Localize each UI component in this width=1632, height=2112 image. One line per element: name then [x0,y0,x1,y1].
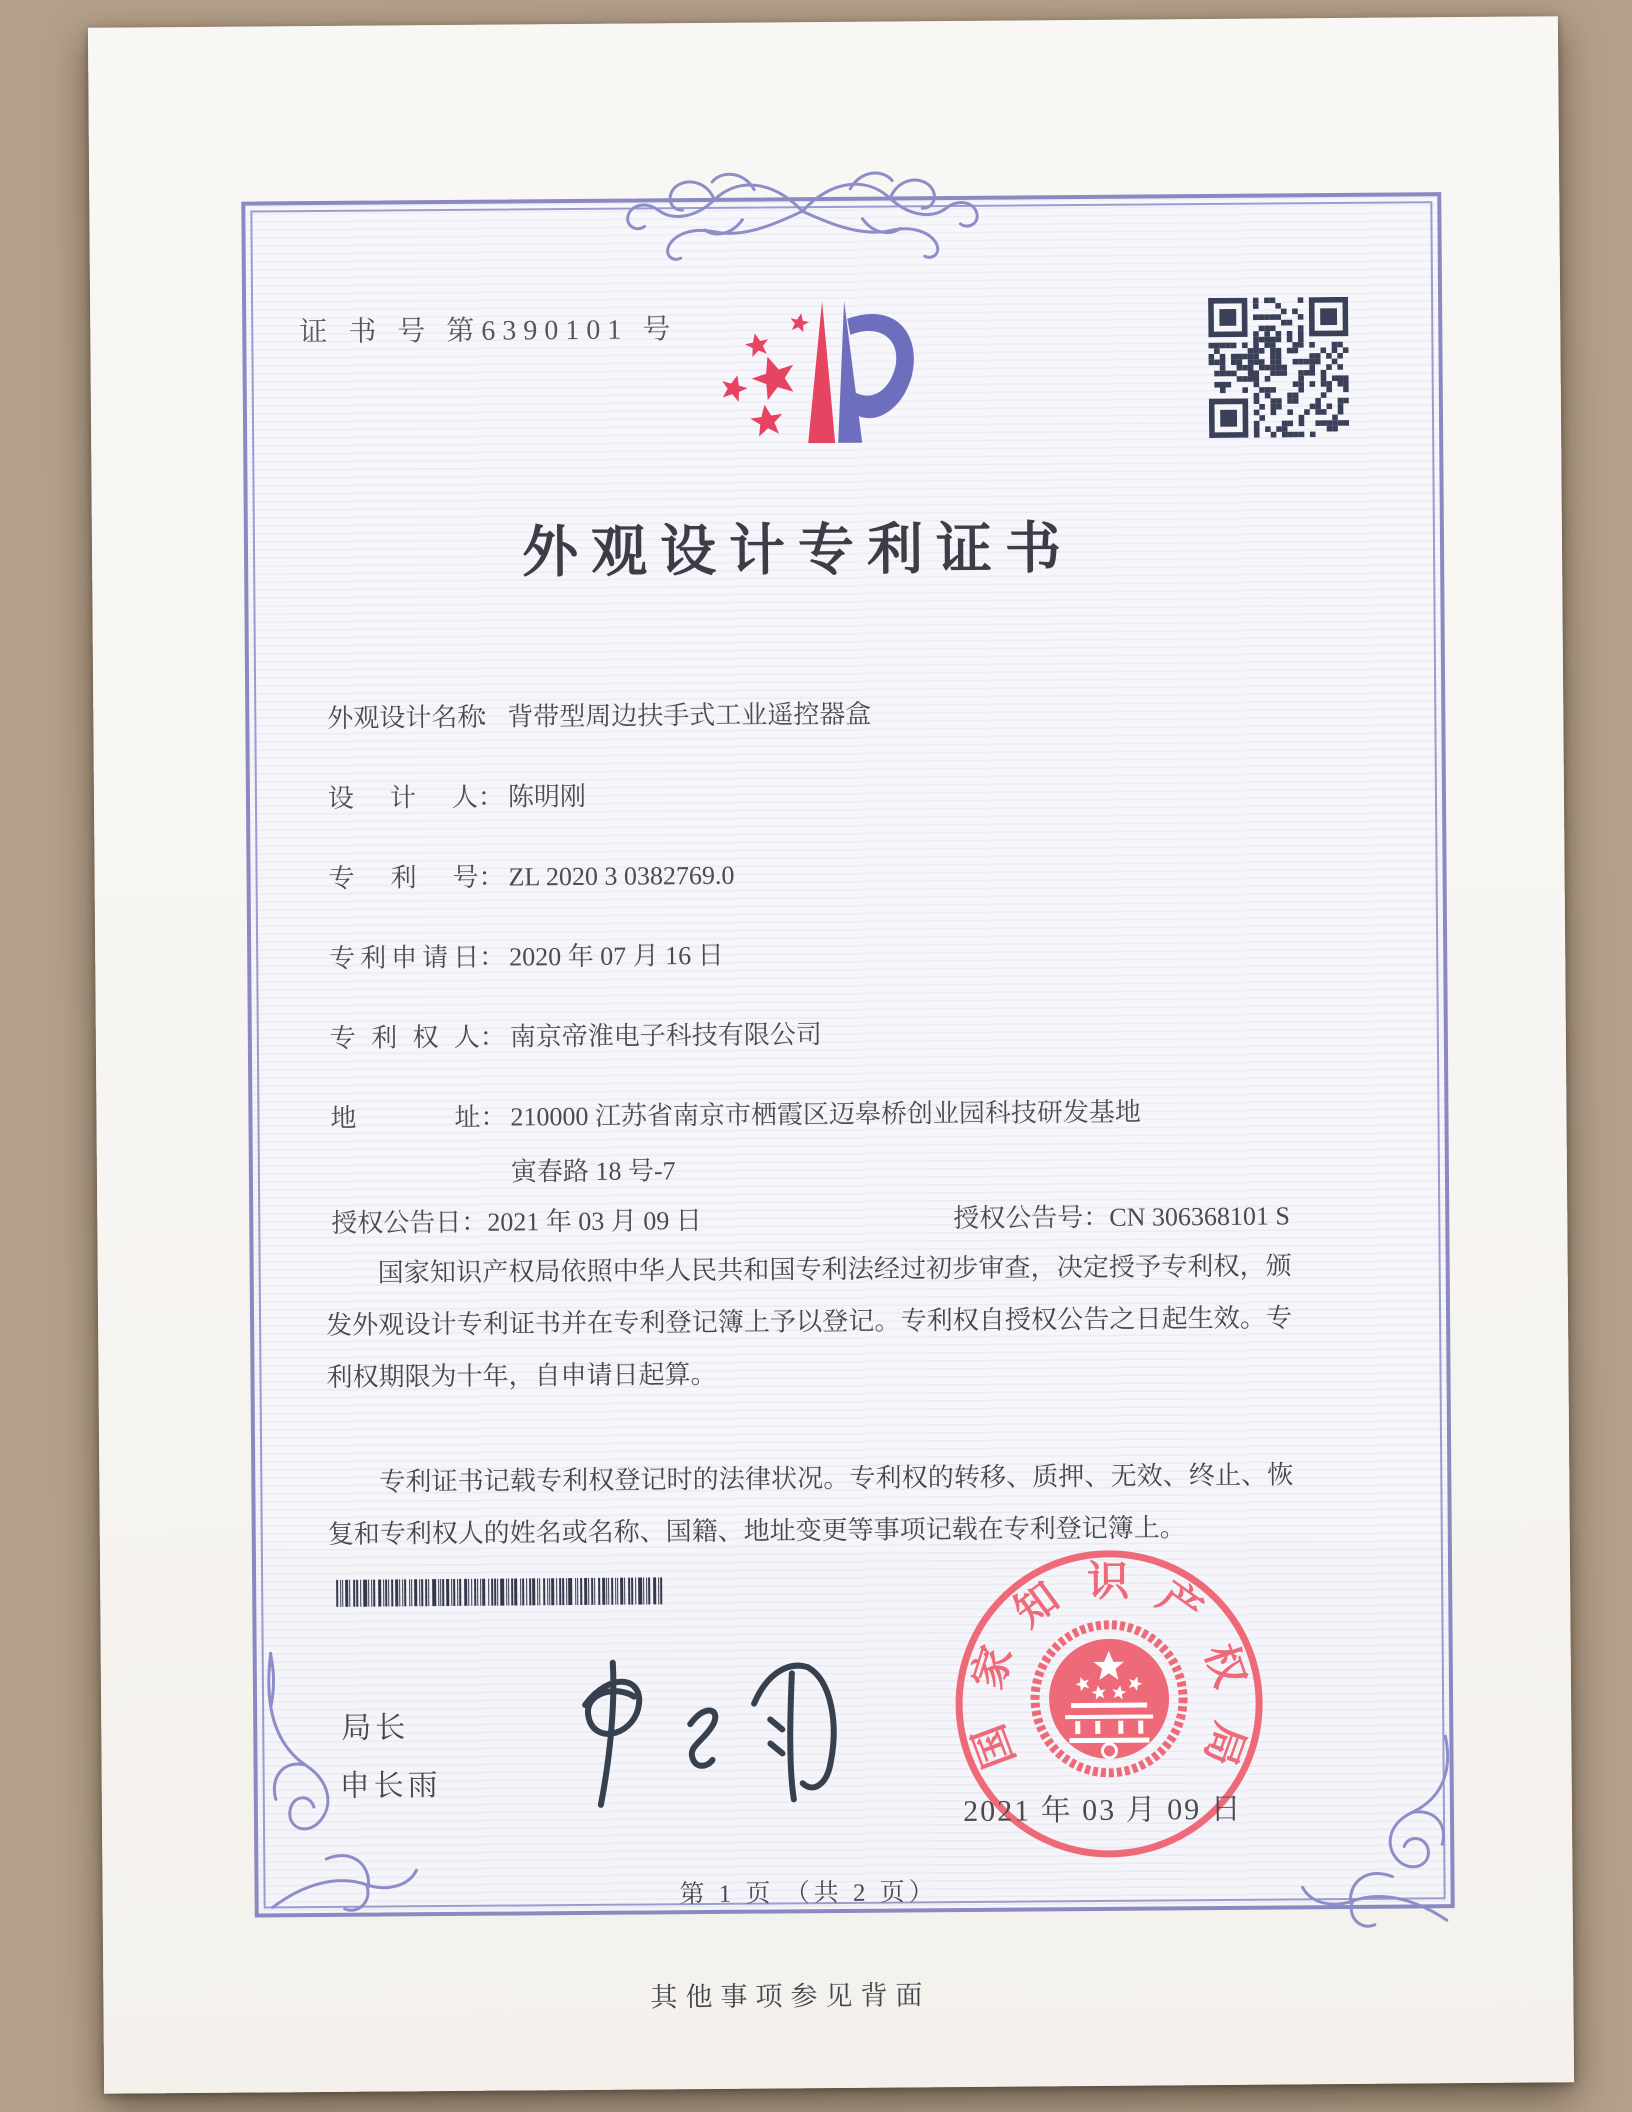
field-label: 专利号 [328,862,479,893]
seal-date: 2021 年 03 月 09 日 [963,1792,1243,1828]
director-name: 申长雨 [339,1769,442,1803]
certificate-page [88,16,1574,2093]
bottom-right-flourish [1295,1728,1457,1929]
svg-text:家: 家 [965,1640,1022,1695]
field-design-name [327,694,871,735]
field-colon: ： [1083,1202,1110,1233]
barcode [336,1577,666,1607]
back-note: 其他事项参见背面 [650,1980,931,2013]
certificate-number: 证 书 号 第6390101 号 [299,314,678,349]
grant-date-label: 授权公告日 [331,1207,462,1238]
field-value: 210000 江苏省南京市栖霞区迈皋桥创业园科技研发基地 [510,1097,1142,1132]
svg-text:产: 产 [1148,1573,1210,1636]
field-colon: ： [478,862,505,892]
field-label: 外观设计名称 [327,702,484,733]
svg-text:权: 权 [1195,1638,1253,1694]
field-grant-row [331,1200,1291,1240]
certificate-title: 外观设计专利证书 [521,518,1075,585]
director-signature [540,1641,861,1824]
svg-text:识: 识 [1086,1559,1130,1606]
field-designer [328,776,586,815]
field-address [330,1092,1141,1135]
cnipa-logo [711,292,917,454]
field-label: 专利申请日 [329,942,480,973]
field-patent-number [328,855,734,895]
page-number: 第 1 页 （共 2 页） [679,1879,938,1909]
field-label: 设计人 [327,782,479,813]
field-address-line2: 寅春路 18 号-7 [510,1156,676,1187]
field-value: 背带型周边扶手式工业遥控器盒 [507,699,872,732]
official-seal [948,1543,1271,1866]
field-value: 陈明刚 [507,781,587,812]
grant-no-value: CN 306368101 S [1109,1201,1291,1232]
director-title: 局长 [341,1711,410,1745]
field-colon: ： [480,1102,507,1132]
qr-code [1208,297,1349,438]
field-colon: ： [477,702,504,732]
field-colon: ： [461,1207,488,1237]
body-paragraph-2: 专利证书记载专利权登记时的法律状况。专利权的转移、质押、无效、终止、恢复和专利权人的姓名或名称、国籍、地址变更等事项记载在专利登记簿上。 [327,1460,1294,1549]
svg-text:知: 知 [1006,1574,1068,1637]
decorative-border-frame [241,192,1454,1917]
field-value: 南京帝淮电子科技有限公司 [509,1020,822,1052]
grant-no-label: 授权公告号 [953,1203,1084,1234]
body-paragraph-1: 国家知识产权局依照中华人民共和国专利法经过初步审查，决定授予专利权，颁发外观设计专利证书并在专利登记簿上予以登记。专利权自授权公告之日起生效。专利权期限为十年，自申请日起算。 [325,1251,1293,1392]
field-label: 专利权人 [329,1022,480,1053]
top-border-flourish [622,158,983,266]
field-label: 地址 [330,1102,481,1133]
field-patentee [330,1014,822,1055]
field-filing-date [329,935,724,975]
field-value: 2020 年 07 月 16 日 [509,940,724,972]
field-colon: ： [479,942,506,972]
field-value: ZL 2020 3 0382769.0 [508,860,735,892]
svg-text:国: 国 [966,1718,1025,1774]
svg-text:局: 局 [1194,1716,1253,1772]
seal-emblem [1034,1624,1183,1773]
field-colon: ： [477,782,505,812]
logo-red-spike [807,301,835,443]
grant-date-value: 2021 年 03 月 09 日 [487,1206,702,1237]
logo-stars [717,311,811,437]
field-colon: ： [479,1022,506,1052]
logo-blue-bowl [847,314,914,419]
